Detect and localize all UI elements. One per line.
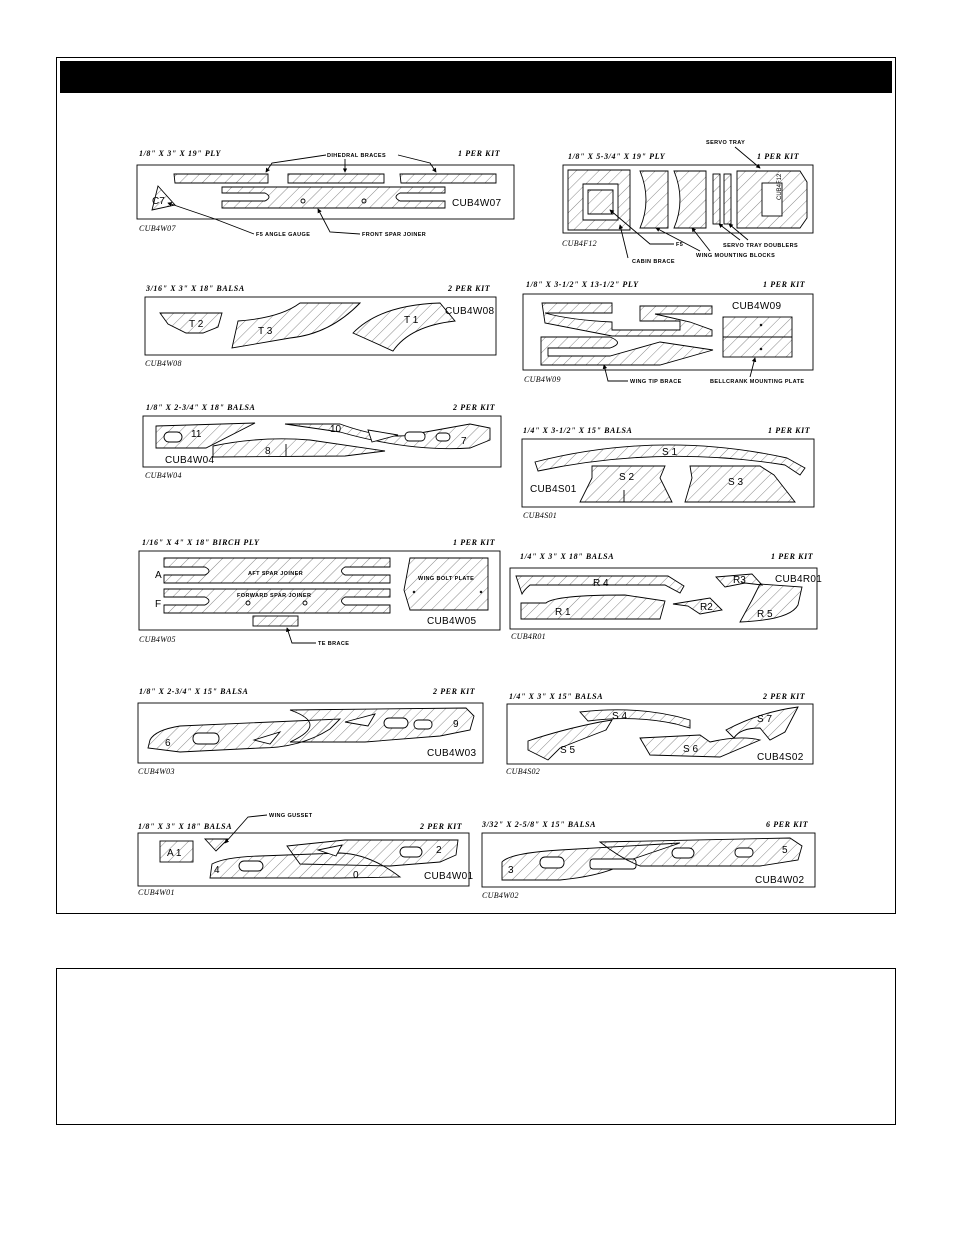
sheet-caption: CUB4W02 bbox=[482, 891, 519, 900]
sheet-quantity: 1 PER KIT bbox=[757, 152, 800, 161]
sheet-cub4w07 bbox=[137, 149, 514, 238]
dihedral-brace-1 bbox=[174, 174, 268, 183]
callout-label: F5 bbox=[676, 242, 684, 248]
sheet-code: CUB4W04 bbox=[165, 455, 215, 466]
sheet-cub4w09 bbox=[523, 280, 813, 385]
callout-label: DIHEDRAL BRACES bbox=[327, 153, 387, 159]
sheet-title: 1/8" X 2-3/4" X 15" BALSA bbox=[139, 687, 249, 696]
sheet-code: CUB4R01 bbox=[775, 574, 823, 585]
sheet-quantity: 2 PER KIT bbox=[420, 822, 463, 831]
sheet-caption: CUB4W01 bbox=[138, 888, 175, 897]
part-label: A 1 bbox=[167, 848, 182, 859]
sheet-quantity: 1 PER KIT bbox=[453, 538, 496, 547]
sheet-cub4s02 bbox=[506, 692, 813, 776]
part-label: 0 bbox=[353, 870, 359, 881]
part-label: T 3 bbox=[258, 326, 273, 337]
part-label: S 7 bbox=[757, 714, 773, 725]
sheet-cub4r01 bbox=[510, 552, 822, 641]
callout-label: F5 ANGLE GAUGE bbox=[256, 232, 311, 238]
sheet-caption: CUB4S02 bbox=[506, 767, 541, 776]
part-label: 10 bbox=[330, 424, 342, 435]
part-2 bbox=[287, 840, 458, 866]
sheet-title: 1/8" X 3" X 19" PLY bbox=[139, 149, 221, 158]
part-label: S 1 bbox=[662, 447, 678, 458]
sheet-quantity: 1 PER KIT bbox=[771, 552, 814, 561]
part-label: 3 bbox=[508, 865, 514, 876]
sheet-code: CUB4W09 bbox=[732, 301, 782, 312]
callout-label: WING GUSSET bbox=[269, 813, 313, 819]
sheet-code: CUB4W07 bbox=[452, 198, 502, 209]
sheet-quantity: 6 PER KIT bbox=[766, 820, 809, 829]
part-label: F bbox=[155, 599, 162, 610]
sheet-title: 1/4" X 3-1/2" X 15" BALSA bbox=[523, 426, 633, 435]
callout-label: BELLCRANK MOUNTING PLATE bbox=[710, 379, 805, 385]
part-label: S 2 bbox=[619, 472, 635, 483]
callout-label: SERVO TRAY bbox=[706, 140, 746, 146]
sheet-caption: CUB4W05 bbox=[139, 635, 176, 644]
sheet-cub4w05 bbox=[139, 538, 500, 647]
notes-box bbox=[56, 968, 896, 1125]
sheet-quantity: 1 PER KIT bbox=[768, 426, 811, 435]
sheet-caption: CUB4W08 bbox=[145, 359, 182, 368]
part-t1 bbox=[353, 303, 455, 351]
wing-mounting-block-1 bbox=[640, 171, 668, 228]
te-brace-part bbox=[253, 616, 298, 626]
sheet-caption: CUB4W07 bbox=[139, 224, 176, 233]
wing-bolt-plate-part bbox=[404, 558, 488, 610]
part-label: T 1 bbox=[404, 315, 419, 326]
sheet-title: 3/16" X 3" X 18" BALSA bbox=[146, 284, 245, 293]
callout-label: WING TIP BRACE bbox=[630, 379, 682, 385]
part-label: S 5 bbox=[560, 745, 576, 756]
part-s6 bbox=[640, 735, 760, 757]
servo-tray-doubler-2 bbox=[724, 174, 731, 224]
part-label: R3 bbox=[733, 575, 746, 586]
sheet-code: CUB4W02 bbox=[755, 875, 805, 886]
wing-gusset-part bbox=[205, 839, 228, 851]
callout-label: WING MOUNTING BLOCKS bbox=[696, 253, 776, 259]
dihedral-brace-2 bbox=[288, 174, 384, 183]
part-label: S 6 bbox=[683, 744, 699, 755]
sheet-code: CUB4S01 bbox=[530, 484, 577, 495]
callout-label: CABIN BRACE bbox=[632, 259, 675, 265]
sheet-quantity: 2 PER KIT bbox=[763, 692, 806, 701]
sheet-cub4w01 bbox=[138, 813, 473, 897]
part-8 bbox=[213, 439, 385, 457]
sheet-quantity: 1 PER KIT bbox=[763, 280, 806, 289]
f5-part bbox=[588, 190, 613, 214]
callout-label: TE BRACE bbox=[318, 641, 350, 647]
sheet-code: CUB4W05 bbox=[427, 616, 477, 627]
part-label: C7 bbox=[152, 196, 165, 207]
part-label: S 3 bbox=[728, 477, 744, 488]
sheet-quantity: 1 PER KIT bbox=[458, 149, 501, 158]
part-label: 2 bbox=[436, 845, 442, 856]
sheet-quantity: 2 PER KIT bbox=[453, 403, 496, 412]
front-spar-joiner-part bbox=[222, 187, 445, 208]
sheet-caption: CUB4S01 bbox=[523, 511, 558, 520]
part-label: R 4 bbox=[593, 578, 609, 589]
part-label: 8 bbox=[265, 446, 271, 457]
wing-tip-brace-1 bbox=[542, 303, 712, 336]
sheet-cub4w04 bbox=[143, 403, 501, 480]
part-label: 4 bbox=[214, 865, 220, 876]
part-r2 bbox=[673, 598, 722, 614]
sheet-title: 1/8" X 3" X 18" BALSA bbox=[138, 822, 233, 831]
part-label: 7 bbox=[461, 436, 467, 447]
part-label: R 5 bbox=[757, 609, 773, 620]
part-label: 5 bbox=[782, 845, 788, 856]
sheet-cub4w03 bbox=[138, 687, 483, 776]
servo-tray-doubler-1 bbox=[713, 174, 720, 224]
part-5 bbox=[600, 838, 802, 866]
part-label: R 1 bbox=[555, 607, 571, 618]
dihedral-brace-3 bbox=[400, 174, 496, 183]
wing-tip-brace-2 bbox=[541, 337, 713, 365]
sheet-quantity: 2 PER KIT bbox=[433, 687, 476, 696]
servo-tray-code: CUB4F12 bbox=[777, 173, 783, 200]
part-t3 bbox=[232, 303, 360, 348]
sheet-title: 1/8" X 5-3/4" X 19" PLY bbox=[568, 152, 666, 161]
sheet-title: 3/32" X 2-5/8" X 15" BALSA bbox=[482, 820, 597, 829]
sheet-cub4w08 bbox=[145, 284, 496, 368]
callout-label: FORWARD SPAR JOINER bbox=[237, 593, 312, 599]
sheet-title: 1/8" X 2-3/4" X 18" BALSA bbox=[146, 403, 256, 412]
part-label: T 2 bbox=[189, 319, 204, 330]
sheet-title: 1/4" X 3" X 18" BALSA bbox=[520, 552, 615, 561]
sheet-caption: CUB4W03 bbox=[138, 767, 175, 776]
sheet-caption: CUB4R01 bbox=[511, 632, 546, 641]
callout-label: SERVO TRAY DOUBLERS bbox=[723, 243, 799, 249]
sheet-title: 1/4" X 3" X 15" BALSA bbox=[509, 692, 604, 701]
part-label: S 4 bbox=[612, 711, 628, 722]
part-label: A bbox=[155, 570, 162, 581]
sheet-cub4f12 bbox=[562, 140, 813, 265]
sheet-code: CUB4S02 bbox=[757, 752, 804, 763]
sheet-title: 1/8" X 3-1/2" X 13-1/2" PLY bbox=[526, 280, 639, 289]
part-label: R2 bbox=[700, 602, 713, 613]
sheet-title: 1/16" X 4" X 18" BIRCH PLY bbox=[142, 538, 260, 547]
part-label: 9 bbox=[453, 719, 459, 730]
callout-label: WING BOLT PLATE bbox=[418, 576, 475, 582]
part-label: 11 bbox=[191, 429, 202, 440]
part-9 bbox=[290, 708, 474, 742]
sheet-code: CUB4W03 bbox=[427, 748, 477, 759]
sheet-code: CUB4W01 bbox=[424, 871, 474, 882]
sheet-caption: CUB4W09 bbox=[524, 375, 561, 384]
sheet-caption: CUB4W04 bbox=[145, 471, 182, 480]
wing-mounting-block-2 bbox=[674, 171, 706, 228]
part-r1 bbox=[521, 595, 665, 619]
callout-label: AFT SPAR JOINER bbox=[248, 571, 304, 577]
sheet-cub4s01 bbox=[522, 426, 814, 520]
part-label: 6 bbox=[165, 738, 171, 749]
sheet-cub4w02 bbox=[481, 820, 815, 900]
callout-label: FRONT SPAR JOINER bbox=[362, 232, 427, 238]
sheet-code: CUB4W08 bbox=[445, 306, 495, 317]
sheet-quantity: 2 PER KIT bbox=[448, 284, 491, 293]
sheet-caption: CUB4F12 bbox=[562, 239, 597, 248]
